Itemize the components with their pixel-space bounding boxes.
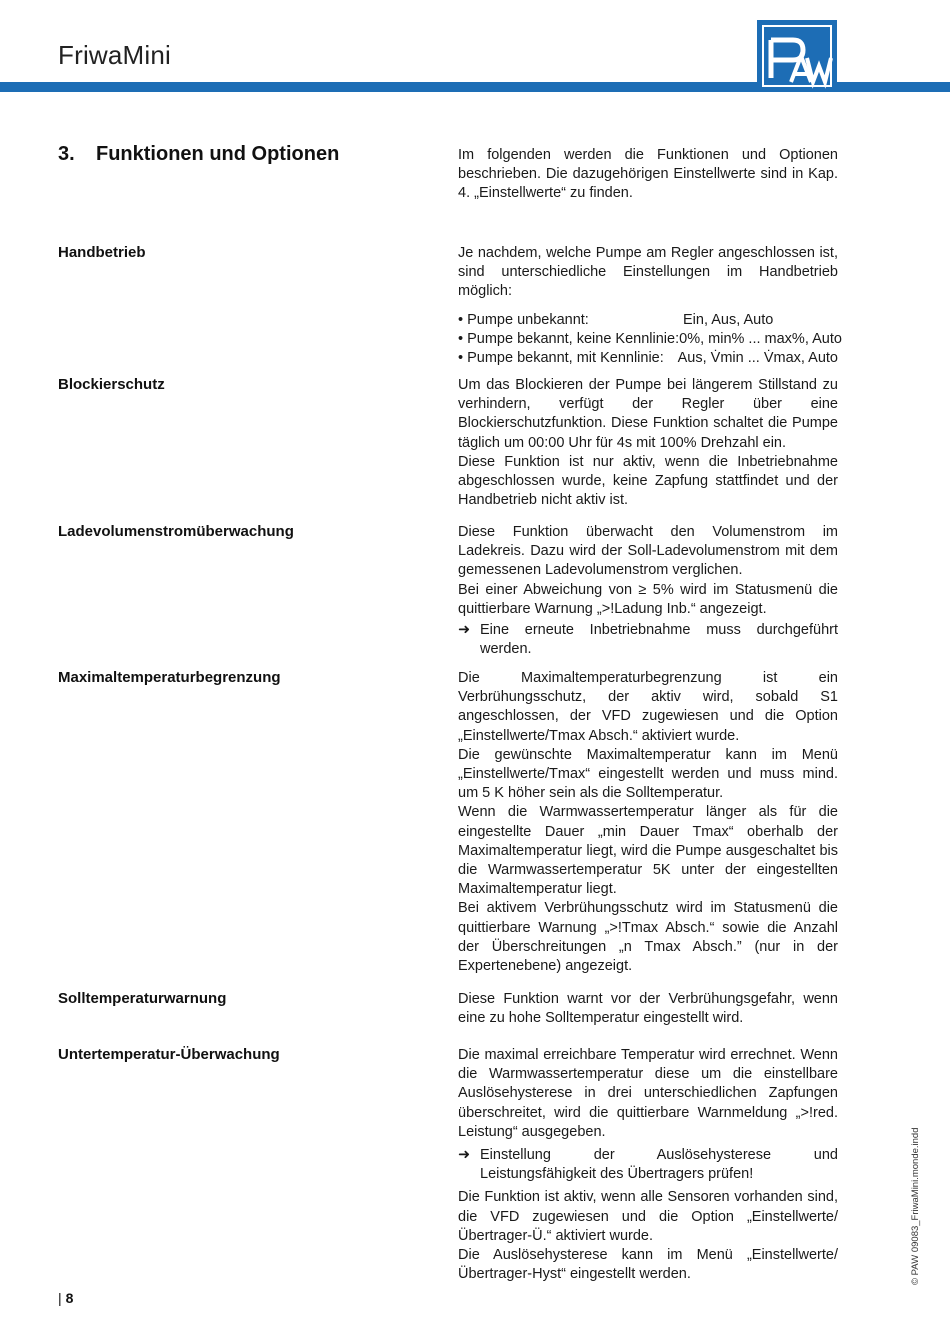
page-number [58, 1290, 73, 1306]
label-handbetrieb: Handbetrieb [58, 244, 146, 261]
text-untertemp [458, 1046, 838, 1284]
section-number: 3. [58, 143, 75, 165]
list-item [458, 330, 842, 349]
text-blockierschutz [458, 376, 838, 510]
action-line [458, 1146, 838, 1184]
section-intro [458, 146, 838, 204]
paw-logo-icon [757, 20, 837, 92]
label-maxtemp: Maximaltemperaturbegrenzung [58, 669, 281, 686]
list-item-value: Aus, V̇min ... V̇max, Auto [677, 349, 838, 366]
arrow-right-icon: ➜ [458, 1147, 471, 1164]
page-separator: | [58, 1290, 62, 1306]
label-blockierschutz: Blockierschutz [58, 376, 165, 393]
paragraph: Die Auslösehysterese kann im Menü „Einstellwerte/Übertrager-Hyst“ eingestellt werden. [458, 1247, 838, 1283]
list-item-value: 0%, min% ... max%, Auto [679, 330, 842, 347]
action-line [458, 621, 838, 659]
section-title: Funktionen und Optionen [96, 143, 340, 165]
text-maxtemp [458, 669, 838, 976]
paragraph: Wenn die Warmwassertemperatur länger als für die eingestellte Dauer „min Dauer Tmax“ oberhalb der Maximaltemperatur liegt, wird die Pumpe ausgeschaltet bis die Warmwassertemperatur 5K unter der eingestellten Maximaltemperatur liegt. [458, 804, 838, 898]
paragraph: Bei einer Abweichung von ≥ 5% wird im Statusmenü die quittierbare Warnung „>!Ladung Inb.“ angezeigt. [458, 581, 838, 617]
paragraph: Bei aktivem Verbrühungsschutz wird im Statusmenü die quittierbare Warnung „>!Tmax Absch.“ sowie die Anzahl der Überschreitungen „n Tmax Absch.” (nur in der Expertenebene) angezeigt. [458, 900, 838, 975]
text-solltemp [458, 990, 838, 1028]
side-note: © PAW 09083_FriwaMini.monde.indd [910, 1127, 921, 1285]
section-heading [58, 143, 339, 166]
label-untertemp: Untertemperatur-Überwachung [58, 1046, 280, 1063]
list-item-key: • Pumpe bekannt, mit Kennlinie: [458, 349, 664, 366]
list-item [458, 311, 838, 330]
text-ladevolumenstrom [458, 523, 838, 659]
paragraph: Diese Funktion überwacht den Volumenstrom im Ladekreis. Dazu wird der Soll-Ladevolumenstrom mit dem gemessenen Ladevolumenstrom verglichen. [458, 524, 838, 579]
paragraph: Die Maximaltemperaturbegrenzung ist ein Verbrühungsschutz, der aktiv wird, sobald S1 angeschlossen, der VFD zugewiesen und die Option „Einstellwerte/Tmax Absch.“ aktiviert wurde. [458, 670, 838, 744]
paragraph: Um das Blockieren der Pumpe bei längerem Stillstand zu verhindern, verfügt der Regler über eine Blockierschutzfunktion. Diese Funktion schaltet die Pumpe täglich um 00:00 Uhr für 4s mit 100% Drehzahl ein. [458, 377, 838, 451]
document-title: FriwaMini [58, 40, 172, 70]
list-item-value: Ein, Aus, Auto [683, 311, 774, 328]
handbetrieb-list [458, 311, 842, 369]
handbetrieb-intro: Je nachdem, welche Pumpe am Regler angeschlossen ist, sind unterschiedliche Einstellungen im Handbetrieb möglich: [458, 245, 838, 300]
arrow-right-icon: ➜ [458, 622, 471, 639]
label-solltemp: Solltemperaturwarnung [58, 990, 227, 1007]
page-number-value: 8 [65, 1290, 74, 1306]
action-text: Einstellung der Auslösehysterese und Leistungsfähigkeit des Übertragers prüfen! [480, 1147, 838, 1183]
section-intro-text: Im folgenden werden die Funktionen und Optionen beschrieben. Die dazugehörigen Einstellwerte sind in Kap. 4. „Einstellwerte“ zu finden. [458, 147, 838, 202]
paragraph: Diese Funktion warnt vor der Verbrühungsgefahr, wenn eine zu hohe Solltemperatur eingestellt wird. [458, 991, 838, 1027]
list-item-key: • Pumpe unbekannt: [458, 311, 589, 328]
paragraph: Diese Funktion ist nur aktiv, wenn die Inbetriebnahme abgeschlossen wurde, keine Zapfung stattfindet und der Handbetrieb nicht aktiv ist. [458, 453, 838, 509]
paragraph: Die gewünschte Maximaltemperatur kann im Menü „Einstellwerte/Tmax“ eingestellt werden und muss mind. um 5 K höher sein als die Solltemperatur. [458, 746, 838, 802]
list-item [458, 349, 838, 368]
label-ladevolumenstrom: Ladevolumenstromüberwachung [58, 523, 294, 540]
text-handbetrieb [458, 244, 842, 368]
list-item-key: • Pumpe bekannt, keine Kennlinie: [458, 330, 680, 347]
paragraph: Die Funktion ist aktiv, wenn alle Sensoren vorhanden sind, die VFD zugewiesen und die Option „Einstellwerte/ Übertrager-Ü.“ aktiviert wurde. [458, 1189, 838, 1244]
action-text: Eine erneute Inbetriebnahme muss durchgeführt werden. [480, 622, 838, 658]
paragraph: Die maximal erreichbare Temperatur wird errechnet. Wenn die Warmwassertemperatur diese um die einstellbare Auslösehysterese in drei unterschiedlichen Zapfungen überschreitet, wird die quittierbare Warnmeldung „>!red. Leistung“ ausgegeben. [458, 1047, 838, 1140]
